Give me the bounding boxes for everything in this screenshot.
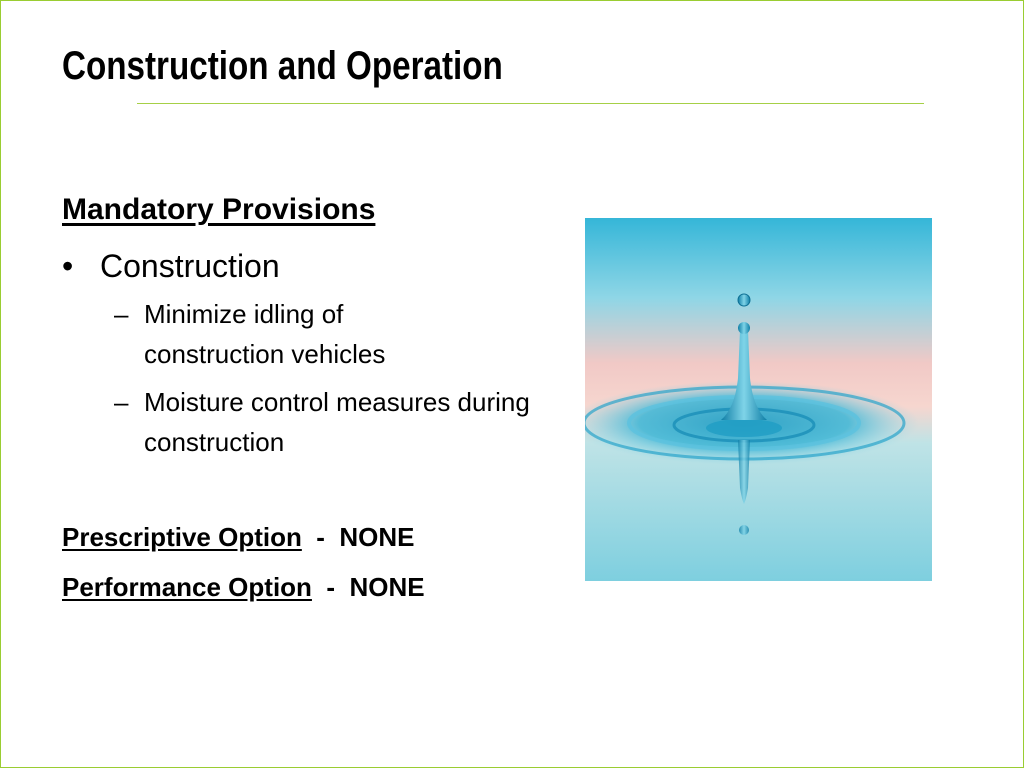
sub-bullet-item [114, 382, 562, 462]
sub-bullet-list [114, 294, 562, 462]
option-label: Performance Option [62, 572, 312, 602]
option-value: NONE [339, 522, 415, 552]
section-heading: Mandatory Provisions [62, 193, 376, 226]
sub-bullet-item [114, 294, 562, 374]
sub-bullet-marker: – [114, 387, 129, 417]
bullet-item [62, 246, 562, 286]
water-droplet-image [585, 218, 932, 581]
slide-title: Construction and Operation [62, 44, 503, 88]
bullet-label: Construction [100, 248, 280, 284]
option-label: Prescriptive Option [62, 522, 302, 552]
sub-bullet-text: Moisture control measures during construction [144, 387, 530, 457]
option-separator: - [311, 572, 350, 602]
slide-body [62, 190, 562, 604]
title-divider [137, 103, 924, 104]
bullet-marker: • [62, 248, 74, 284]
performance-option-line [62, 570, 562, 604]
option-separator: - [301, 522, 340, 552]
option-value: NONE [349, 572, 425, 602]
prescriptive-option-line [62, 520, 562, 554]
sub-bullet-marker: – [114, 299, 129, 329]
sub-bullet-text: Minimize idling of construction vehicles [144, 299, 386, 369]
